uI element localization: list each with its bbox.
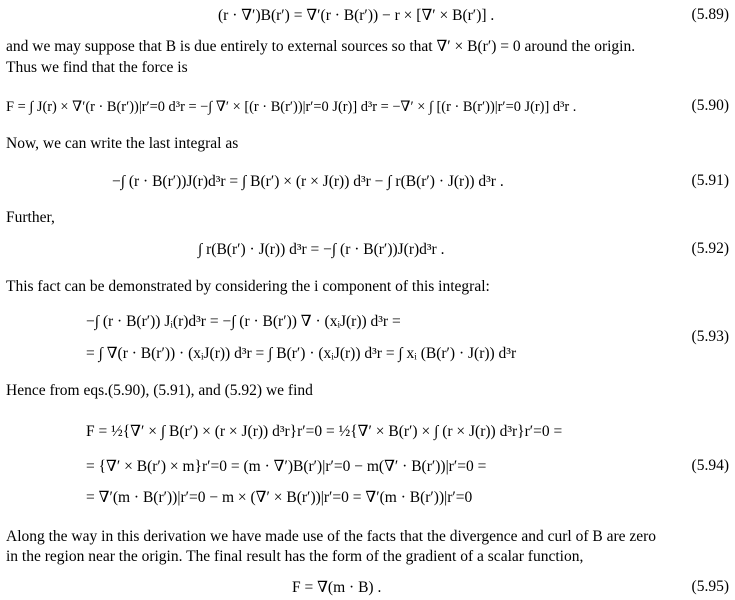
equation-number-5-90: (5.90) [691,97,729,114]
equation-5-94-line-1: F = ½{∇′ × ∫ B(r′) × (r × J(r)) d³r}r′=0 = ½{∇′ × B(r′) × ∫ (r × J(r)) d³r}r′=0 = [86,423,563,440]
equation-5-94-line-3: = ∇′(m · B(r′))|r′=0 − m × (∇′ × B(r′))|r′=0 = ∇′(m · B(r′))|r′=0 [86,489,473,506]
equation-5-92: ∫ r(B(r′) · J(r)) d³r = −∫ (r · B(r′))J(r)d³r . [198,241,445,258]
paragraph-line: Further, [6,209,55,226]
paragraph-line: Thus we find that the force is [6,59,188,76]
paragraph-line: Hence from eqs.(5.90), (5.91), and (5.92) we find [6,382,313,399]
paragraph-line: Now, we can write the last integral as [6,135,239,152]
equation-5-93-line-2: = ∫ ∇(r · B(r′)) · (xᵢJ(r)) d³r = ∫ B(r′) · (xᵢJ(r)) d³r = ∫ xᵢ (B(r′) · J(r)) d³r [86,345,517,362]
equation-number-5-89: (5.89) [691,6,729,23]
equation-number-5-95: (5.95) [691,578,729,595]
equation-5-90: F = ∫ J(r) × ∇′(r · B(r′))|r′=0 d³r = −∫ ∇′ × [(r · B(r′))|r′=0 J(r)] d³r = −∇′ × ∫ [(r · B(r′))|r′=0 J(r)] d³r . [6,99,577,115]
paragraph-line: in the region near the origin. The final result has the form of the gradient of a scalar function, [6,548,584,565]
equation-5-89: (r · ∇′)B(r′) = ∇′(r · B(r′)) − r × [∇′ × B(r′)] . [218,7,495,24]
equation-5-94-line-2: = {∇′ × B(r′) × m}r′=0 = (m · ∇′)B(r′)|r′=0 − m(∇′ · B(r′))|r′=0 = [86,458,487,475]
equation-5-95: F = ∇(m · B) . [292,579,382,596]
equation-number-5-94: (5.94) [691,457,729,474]
equation-5-91: −∫ (r · B(r′))J(r)d³r = ∫ B(r′) × (r × J(r)) d³r − ∫ r(B(r′) · J(r)) d³r . [112,173,504,190]
paragraph-line: This fact can be demonstrated by considering the i component of this integral: [6,278,490,295]
paragraph-line: Along the way in this derivation we have made use of the facts that the divergence and curl of B are zero [6,528,657,545]
paragraph-line: and we may suppose that B is due entirely to external sources so that ∇′ × B(r′) = 0 around the origin. [6,38,636,55]
equation-number-5-91: (5.91) [691,172,729,189]
equation-5-93-line-1: −∫ (r · B(r′)) Jᵢ(r)d³r = −∫ (r · B(r′)) ∇ · (xᵢJ(r)) d³r = [86,313,401,330]
equation-number-5-93: (5.93) [691,328,729,345]
equation-number-5-92: (5.92) [691,240,729,257]
